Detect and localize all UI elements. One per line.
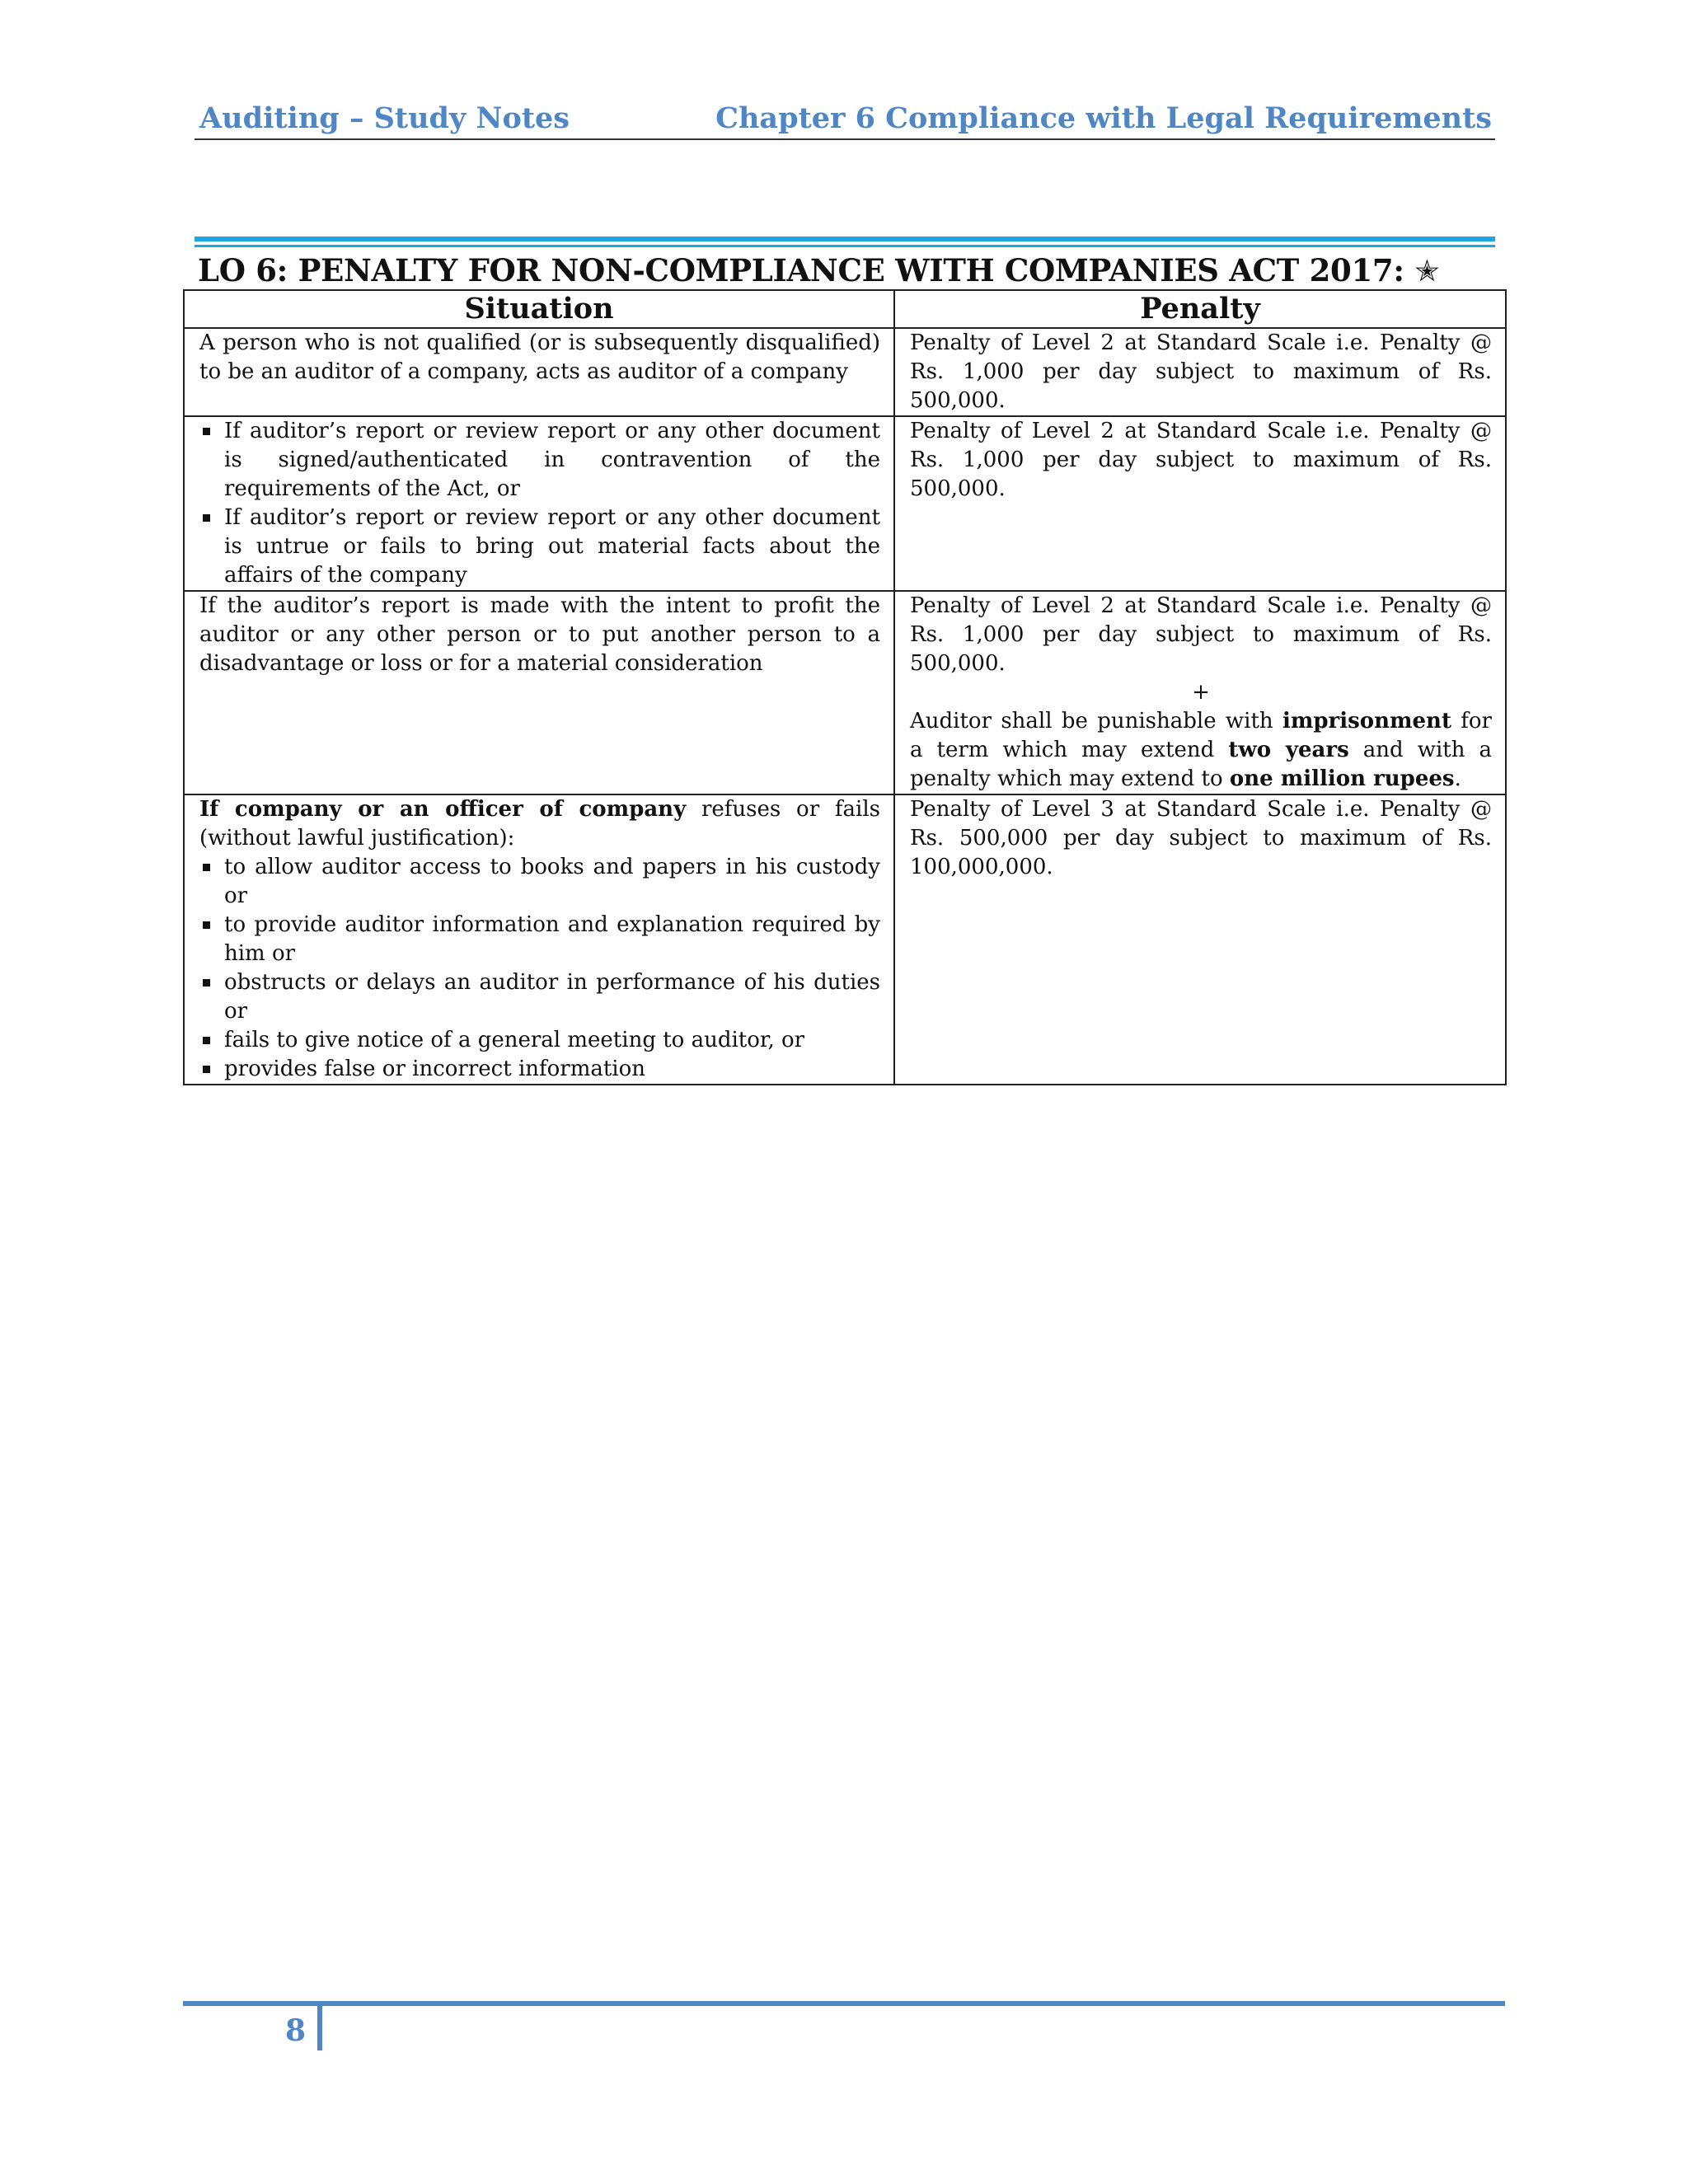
bold-imprisonment: imprisonment [1282, 709, 1451, 733]
table-row [184, 328, 1506, 416]
header-penalty: Penalty [894, 290, 1506, 328]
plus-sign: + [1192, 680, 1210, 705]
situation-cell [184, 794, 894, 1085]
situation-text: A person who is not qualified (or is subsequently disqualified) to be an auditor of a company, acts as auditor of a company [199, 330, 880, 384]
penalty-text: Penalty of Level 2 at Standard Scale i.e. Penalty @ Rs. 1,000 per day subject to maximum of Rs. 500,000. [910, 419, 1492, 501]
situation-list [199, 853, 880, 1084]
running-header [195, 97, 1495, 140]
penalty-cell [894, 794, 1506, 1085]
section-rule-bottom [195, 245, 1495, 247]
situation-intro [199, 795, 880, 853]
text-run: for a term which may extend [910, 709, 1492, 762]
bold-two-years: two years [1228, 738, 1349, 762]
imprisonment-text [910, 707, 1492, 794]
list-item: provides false or incorrect information [199, 1055, 880, 1084]
situation-text: If the auditor’s report is made with the intent to profit the auditor or any other person or to put another person to a disadvantage or loss or for a material consideration [199, 593, 880, 676]
situation-cell [184, 416, 894, 591]
list-item: to provide auditor information and explanation required by him or [199, 911, 880, 968]
list-item: If auditor’s report or review report or any other document is untrue or fails to bring out material facts about the affairs of the company [199, 504, 880, 590]
header-situation: Situation [184, 290, 894, 328]
header-book-title: Auditing – Study Notes [199, 101, 570, 135]
table-header-row [184, 290, 1506, 328]
table-row [184, 794, 1506, 1085]
list-item: fails to give notice of a general meeting to auditor, or [199, 1026, 880, 1055]
footer-rule [183, 2001, 1505, 2006]
section-rule-top [195, 237, 1495, 241]
text-run: . [1454, 766, 1461, 791]
text-run: and with a penalty which may extend to [910, 738, 1492, 791]
bold-one-million: one million rupees [1229, 766, 1455, 791]
list-item: obstructs or delays an auditor in performance of his duties or [199, 968, 880, 1026]
bold-company-officer: If company or an officer of company [199, 797, 687, 822]
situation-list [199, 417, 880, 590]
page-number: 8 [285, 2013, 307, 2048]
table-row [184, 416, 1506, 591]
penalty-cell [894, 416, 1506, 591]
situation-cell [184, 328, 894, 416]
list-item: to allow auditor access to books and papers in his custody or [199, 853, 880, 911]
penalty-cell [894, 591, 1506, 794]
text-run: Auditor shall be punishable with [910, 709, 1282, 733]
table-row [184, 591, 1506, 794]
situation-cell [184, 591, 894, 794]
header-chapter-title: Chapter 6 Compliance with Legal Requirements [715, 101, 1492, 135]
penalty-table [183, 289, 1507, 1085]
penalty-text: Penalty of Level 2 at Standard Scale i.e. Penalty @ Rs. 1,000 per day subject to maximum of Rs. 500,000. [910, 593, 1492, 676]
section-heading [198, 252, 1439, 290]
footer-divider [317, 2006, 322, 2050]
text-run: refuses or fails (without lawful justification): [199, 797, 881, 851]
section-title: LO 6: PENALTY FOR NON-COMPLIANCE WITH COMPANIES ACT 2017: [198, 252, 1404, 288]
penalty-text: Penalty of Level 3 at Standard Scale i.e. Penalty @ Rs. 500,000 per day subject to maximum of Rs. 100,000,000. [910, 797, 1492, 879]
list-item: If auditor’s report or review report or any other document is signed/authenticated in contravention of the requirements of the Act, or [199, 417, 880, 504]
penalty-cell [894, 328, 1506, 416]
star-icon: ✭ [1414, 255, 1440, 288]
penalty-text: Penalty of Level 2 at Standard Scale i.e. Penalty @ Rs. 1,000 per day subject to maximum of Rs. 500,000. [910, 330, 1492, 413]
